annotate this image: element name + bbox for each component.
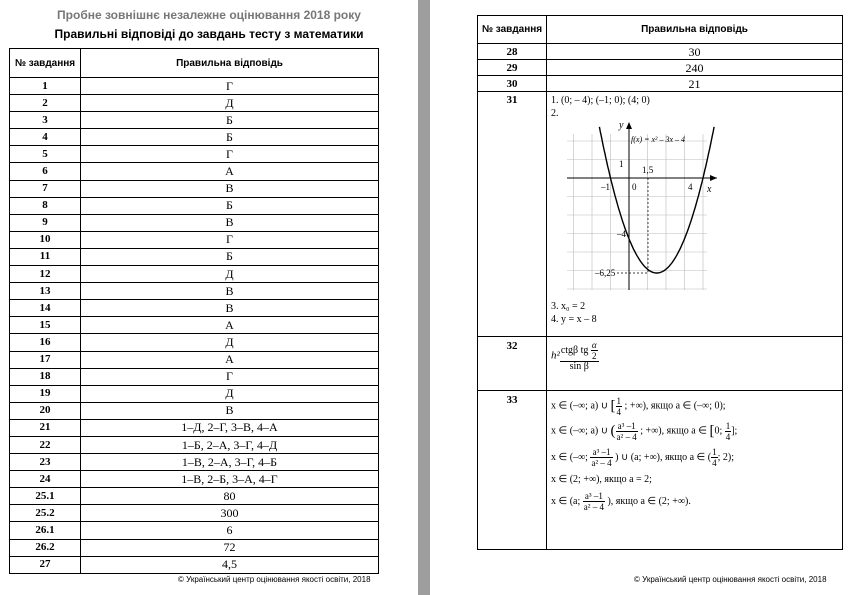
task33-l1-part1: x ∈ (–∞; a) ∪ bbox=[551, 400, 609, 412]
table-row bbox=[10, 214, 379, 231]
answer-cell: Б bbox=[81, 248, 379, 265]
answer-cell: 240 bbox=[547, 60, 843, 76]
task33-l3-part3: ; 2); bbox=[717, 451, 734, 463]
right-page bbox=[430, 0, 862, 595]
table-row bbox=[478, 76, 843, 92]
table-row bbox=[10, 180, 379, 197]
footer: © Український центр оцінювання якості освіти, 2018 bbox=[178, 575, 371, 584]
answer-cell: А bbox=[81, 351, 379, 368]
task-number: 31 bbox=[478, 92, 547, 337]
task33-l2-part3: 0; bbox=[714, 425, 723, 437]
task33-l1-den: 4 bbox=[616, 406, 622, 417]
answer-cell: 1–В, 2–Б, 3–А, 4–Г bbox=[81, 471, 379, 488]
answer-cell: В bbox=[81, 283, 379, 300]
task-number: 15 bbox=[10, 317, 81, 334]
task33-line2: x ∈ (–∞; a) ∪ ( $\frac{\text{a³ –1}}{\text{a² – 4}}$ ; +∞), якщо a ∈ [0; $\frac{1}{4}$ ]; bbox=[551, 420, 738, 442]
task-number: 26.2 bbox=[10, 539, 81, 556]
task-number: 16 bbox=[10, 334, 81, 351]
tick-label-minus4: –4 bbox=[617, 229, 626, 239]
task-number: 4 bbox=[10, 129, 81, 146]
task33-l2-num: a³ –1 bbox=[616, 421, 638, 432]
task-number: 13 bbox=[10, 283, 81, 300]
table-row bbox=[10, 419, 379, 436]
table-row bbox=[10, 95, 379, 112]
task31-answer bbox=[547, 92, 843, 337]
task-number: 17 bbox=[10, 351, 81, 368]
task31-line1: 1. (0; – 4); (–1; 0); (4; 0) bbox=[551, 95, 650, 106]
table-row bbox=[10, 78, 379, 95]
task-number: 28 bbox=[478, 44, 547, 60]
task-number: 20 bbox=[10, 402, 81, 419]
table-row bbox=[10, 368, 379, 385]
task33-l5-part1: x ∈ (a; bbox=[551, 495, 581, 507]
task31-line4: 4. y = x – 8 bbox=[551, 314, 597, 325]
answer-cell: Г bbox=[81, 78, 379, 95]
table-row bbox=[10, 112, 379, 129]
task-number: 23 bbox=[10, 454, 81, 471]
task-number: 3 bbox=[10, 112, 81, 129]
task32-alpha: α bbox=[591, 340, 597, 350]
task-number: 25.2 bbox=[10, 505, 81, 522]
table-row bbox=[10, 197, 379, 214]
table-row bbox=[10, 454, 379, 471]
task-number: 7 bbox=[10, 180, 81, 197]
answer-cell: 80 bbox=[81, 488, 379, 505]
task33-line4: x ∈ (2; +∞), якщо a = 2; bbox=[551, 473, 652, 485]
task33-l3-den: a² – 4 bbox=[591, 457, 612, 468]
task33-l2-part2: ; +∞), якщо a ∈ bbox=[640, 425, 707, 437]
task33-l5-part2: ), якщо a ∈ (2; +∞). bbox=[607, 495, 691, 507]
task-number: 9 bbox=[10, 214, 81, 231]
column-header-number: № завдання bbox=[10, 49, 81, 78]
answer-cell: 72 bbox=[81, 539, 379, 556]
task32-denominator: sin β bbox=[569, 361, 589, 372]
task-number: 1 bbox=[10, 78, 81, 95]
column-header-number: № завдання bbox=[478, 16, 547, 44]
task-number: 25.1 bbox=[10, 488, 81, 505]
task-number: 32 bbox=[478, 337, 547, 391]
task33-l2-cden: 4 bbox=[725, 431, 731, 442]
function-label: f(x) = x² – 3x – 4 bbox=[631, 135, 685, 144]
task33-l1-num: 1 bbox=[616, 395, 622, 406]
task33-l5-num: a³ –1 bbox=[583, 491, 605, 502]
task-number: 10 bbox=[10, 231, 81, 248]
task-number: 14 bbox=[10, 300, 81, 317]
task33-l2-den: a² – 4 bbox=[616, 431, 637, 442]
parabola-curve bbox=[599, 127, 714, 273]
task-number: 27 bbox=[10, 556, 81, 573]
task33-l5-den: a² – 4 bbox=[583, 501, 604, 512]
answer-cell: 30 bbox=[547, 44, 843, 60]
table-row bbox=[10, 539, 379, 556]
x-axis-arrow bbox=[710, 175, 717, 181]
answer-cell: В bbox=[81, 300, 379, 317]
answer-cell: Г bbox=[81, 231, 379, 248]
answer-cell: Д bbox=[81, 266, 379, 283]
y-axis-label: y bbox=[619, 120, 624, 131]
task-number: 8 bbox=[10, 197, 81, 214]
table-row bbox=[10, 146, 379, 163]
task-number: 29 bbox=[478, 60, 547, 76]
task33-l1-part2: ; +∞), якщо a ∈ (–∞; 0); bbox=[624, 400, 726, 412]
table-row bbox=[10, 436, 379, 453]
table-row bbox=[10, 505, 379, 522]
task33-line5 bbox=[551, 489, 838, 515]
tick-label-minus6-25: –6,25 bbox=[595, 268, 616, 278]
task-number: 30 bbox=[478, 76, 547, 92]
table-row bbox=[478, 60, 843, 76]
answer-cell: Д bbox=[81, 95, 379, 112]
table-row bbox=[10, 266, 379, 283]
task-number: 12 bbox=[10, 266, 81, 283]
answer-cell: В bbox=[81, 214, 379, 231]
table-row bbox=[10, 522, 379, 539]
answer-cell: Б bbox=[81, 129, 379, 146]
task-number: 22 bbox=[10, 436, 81, 453]
table-row bbox=[10, 129, 379, 146]
task33-line1: x ∈ (–∞; a) ∪ [ $\frac{1}{4}$ ; +∞), якщо a ∈ (–∞; 0); bbox=[551, 395, 726, 417]
task33-l3-cden: 4 bbox=[712, 457, 717, 468]
task33-l2-cnum: 1 bbox=[725, 420, 731, 431]
table-row bbox=[10, 163, 379, 180]
document-header: Пробне зовнішнє незалежне оцінювання 2018 року bbox=[57, 8, 361, 22]
answer-cell: Б bbox=[81, 112, 379, 129]
task33-l3-part2: ) ∪ (a; +∞), якщо a ∈ ( bbox=[615, 451, 712, 463]
answer-cell: Г bbox=[81, 146, 379, 163]
tick-label-1-5: 1,5 bbox=[642, 165, 654, 175]
task-number: 24 bbox=[10, 471, 81, 488]
tick-label-0: 0 bbox=[632, 182, 637, 192]
answer-cell: 1–Д, 2–Г, 3–В, 4–А bbox=[81, 419, 379, 436]
task-number: 5 bbox=[10, 146, 81, 163]
answer-cell: 300 bbox=[81, 505, 379, 522]
tick-label-4: 4 bbox=[688, 182, 693, 192]
task-number: 26.1 bbox=[10, 522, 81, 539]
table-row bbox=[10, 351, 379, 368]
answer-cell: 6 bbox=[81, 522, 379, 539]
table-row bbox=[10, 248, 379, 265]
task33-line3 bbox=[551, 445, 838, 471]
table-row bbox=[10, 471, 379, 488]
task-number: 18 bbox=[10, 368, 81, 385]
parabola-graph bbox=[557, 120, 717, 298]
left-page bbox=[0, 0, 418, 595]
task-number: 2 bbox=[10, 95, 81, 112]
table-row bbox=[10, 385, 379, 402]
task31-line3: 3. x₀ = 2 bbox=[551, 301, 586, 312]
task-number: 21 bbox=[10, 419, 81, 436]
column-header-answer: Правильна відповідь bbox=[81, 49, 379, 78]
task32-numerator: ctgβ tg bbox=[560, 344, 589, 356]
table-row bbox=[10, 556, 379, 573]
page-title: Правильні відповіді до завдань тесту з математики bbox=[54, 27, 364, 41]
table-row bbox=[10, 300, 379, 317]
task-number: 33 bbox=[478, 391, 547, 550]
answers-table-right bbox=[477, 15, 843, 550]
task32-two: 2 bbox=[592, 351, 597, 361]
table-row bbox=[10, 283, 379, 300]
y-axis-arrow bbox=[626, 122, 632, 129]
task32-prefix: h² bbox=[551, 349, 560, 362]
footer: © Український центр оцінювання якості освіти, 2018 bbox=[634, 575, 827, 584]
answer-cell: А bbox=[81, 317, 379, 334]
task32-answer bbox=[547, 337, 843, 391]
answer-cell: А bbox=[81, 163, 379, 180]
task33-l2-part4: ]; bbox=[731, 425, 738, 437]
answer-cell: В bbox=[81, 402, 379, 419]
answer-cell: 1–Б, 2–А, 3–Г, 4–Д bbox=[81, 436, 379, 453]
answers-table-left bbox=[9, 48, 379, 574]
tick-label-1: 1 bbox=[619, 159, 624, 169]
answer-cell: 4,5 bbox=[81, 556, 379, 573]
tick-label-minus1: –1 bbox=[601, 182, 610, 192]
table-row bbox=[10, 334, 379, 351]
table-row bbox=[10, 402, 379, 419]
x-axis-label: x bbox=[707, 184, 712, 195]
answer-cell: В bbox=[81, 180, 379, 197]
column-header-answer: Правильна відповідь bbox=[547, 16, 843, 44]
answer-cell: Г bbox=[81, 368, 379, 385]
answer-cell: Д bbox=[81, 334, 379, 351]
task33-l3-num: a³ –1 bbox=[590, 447, 612, 458]
task-number: 6 bbox=[10, 163, 81, 180]
answer-cell: 1–В, 2–А, 3–Г, 4–Б bbox=[81, 454, 379, 471]
answer-cell: Б bbox=[81, 197, 379, 214]
task33-l2-part1: x ∈ (–∞; a) ∪ bbox=[551, 425, 609, 437]
task-number: 11 bbox=[10, 248, 81, 265]
task33-l3-part1: x ∈ (–∞; bbox=[551, 451, 588, 463]
task33-answer bbox=[547, 391, 843, 550]
task-number: 19 bbox=[10, 385, 81, 402]
table-row bbox=[478, 44, 843, 60]
table-row bbox=[10, 231, 379, 248]
task33-l3-cnum: 1 bbox=[712, 446, 717, 457]
answer-cell: Д bbox=[81, 385, 379, 402]
task31-line2: 2. bbox=[551, 108, 559, 119]
table-row bbox=[10, 488, 379, 505]
table-row bbox=[10, 317, 379, 334]
answer-cell: 21 bbox=[547, 76, 843, 92]
